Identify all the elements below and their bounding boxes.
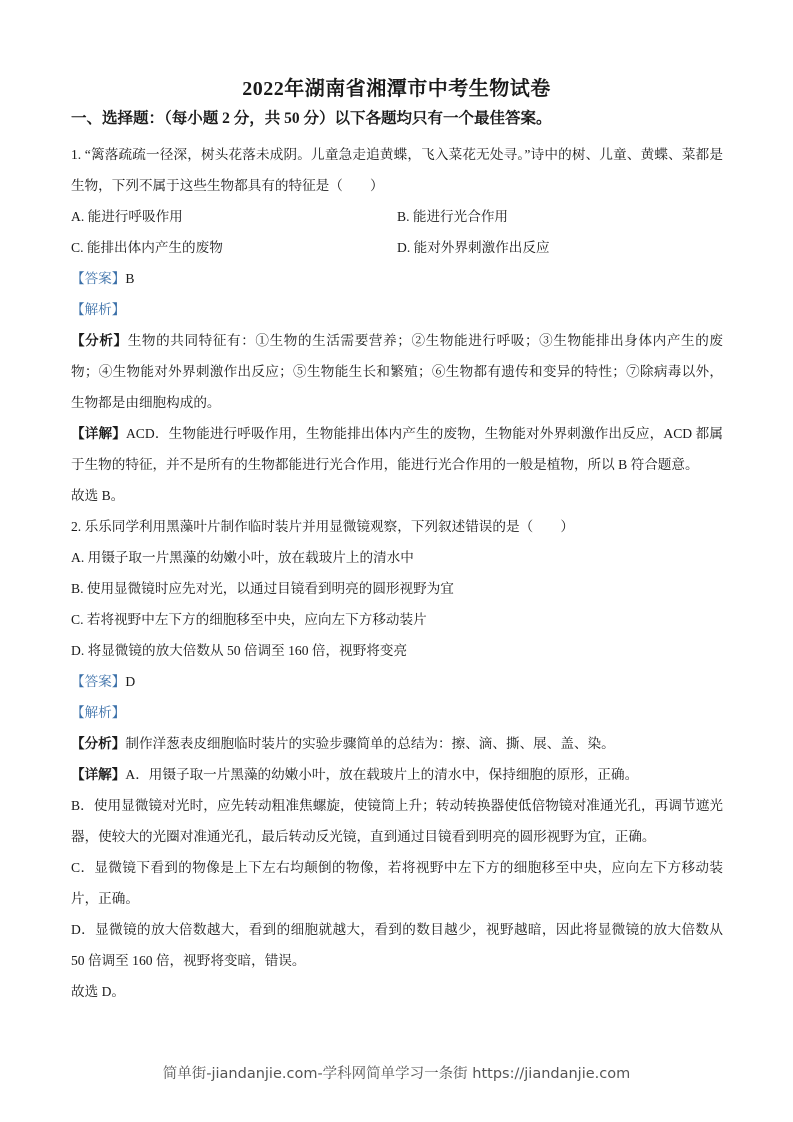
xiangjie-label: 【详解】 — [71, 426, 126, 441]
section-heading: 一、选择题：（每小题 2 分，共 50 分）以下各题均只有一个最佳答案。 — [71, 110, 552, 127]
option-a: A. 能进行呼吸作用 — [71, 209, 183, 224]
xiangjie-label: 【详解】 — [71, 767, 126, 782]
xiangjie-text-d: D．显微镜的放大倍数越大，看到的细胞就越大，看到的数目越少，视野越暗，因此将显微镜的放大倍数从 50 倍调至 160 倍，视野将变暗，错误。 — [71, 922, 723, 968]
document-body — [71, 139, 723, 1007]
conclusion: 故选 B。 — [71, 488, 125, 503]
answer-value: B — [125, 271, 135, 286]
xiangjie-text-c: C．显微镜下看到的物像是上下左右均颠倒的物像，若将视野中左下方的细胞移至中央，应向左下方移动装片，正确。 — [71, 860, 723, 906]
fenxi-paragraph — [71, 728, 723, 759]
analysis-line — [71, 294, 723, 325]
answer-label: 【答案】 — [71, 271, 126, 286]
xiangjie-text-a: A．用镊子取一片黑藻的幼嫩小叶，放在载玻片上的清水中，保持细胞的原形，正确。 — [125, 767, 639, 782]
xiangjie-paragraph — [71, 418, 723, 480]
analysis-line — [71, 697, 723, 728]
document-title: 2022年湖南省湘潭市中考生物试卷 — [242, 78, 551, 100]
answer-value: D — [125, 674, 136, 689]
option-d: D. 将显微镜的放大倍数从 50 倍调至 160 倍，视野将变亮 — [71, 643, 408, 658]
question-2 — [71, 511, 723, 1007]
option-b: B. 使用显微镜时应先对光，以通过目镜看到明亮的圆形视野为宜 — [71, 581, 454, 596]
xiangjie-text: ACD．生物能进行呼吸作用，生物能排出体内产生的废物，生物能对外界刺激作出反应，ACD 都属于生物的特征，并不是所有的生物都能进行光合作用，能进行光合作用的一般是植物，所以 B 符合题意。 — [71, 426, 723, 472]
fenxi-label: 【分析】 — [71, 333, 128, 348]
options-row — [71, 201, 723, 232]
option-b: B. 能进行光合作用 — [397, 209, 509, 224]
option-d: D. 能对外界刺激作出反应 — [397, 240, 550, 255]
option-c: C. 若将视野中左下方的细胞移至中央，应向左下方移动装片 — [71, 612, 427, 627]
footer-watermark: 简单街-jiandanjie.com-学科网简单学习一条街 https://jiandanjie.com — [162, 1066, 631, 1082]
xiangjie-paragraph — [71, 759, 723, 790]
answer-label: 【答案】 — [71, 674, 126, 689]
analysis-label: 【解析】 — [71, 705, 126, 720]
question-stem: 2. 乐乐同学利用黑藻叶片制作临时装片并用显微镜观察，下列叙述错误的是（ ） — [71, 519, 574, 534]
answer-line — [71, 263, 723, 294]
fenxi-text: 生物的共同特征有：①生物的生活需要营养；②生物能进行呼吸；③生物能排出身体内产生的废物；④生物能对外界刺激作出反应；⑤生物能生长和繁殖；⑥生物都有遗传和变异的特性；⑦除病毒以外，生物都是由细胞构成的。 — [71, 333, 723, 410]
options-row — [71, 232, 723, 263]
xiangjie-text-b: B．使用显微镜对光时，应先转动粗准焦螺旋，使镜筒上升；转动转换器使低倍物镜对准通光孔，再调节遮光器，使较大的光圈对准通光孔，最后转动反光镜，直到通过目镜看到明亮的圆形视野为宜，正确。 — [71, 798, 723, 844]
question-1 — [71, 139, 723, 511]
question-stem: 1. “篱落疏疏一径深，树头花落未成阴。儿童急走追黄蝶，飞入菜花无处寻。”诗中的树、儿童、黄蝶、菜都是生物，下列不属于这些生物都具有的特征是（ ） — [71, 147, 723, 193]
conclusion: 故选 D。 — [71, 984, 125, 999]
option-a: A. 用镊子取一片黑藻的幼嫩小叶，放在载玻片上的清水中 — [71, 550, 414, 565]
answer-line — [71, 666, 723, 697]
option-c: C. 能排出体内产生的废物 — [71, 240, 223, 255]
fenxi-label: 【分析】 — [71, 736, 126, 751]
fenxi-paragraph — [71, 325, 723, 418]
analysis-label: 【解析】 — [71, 302, 126, 317]
fenxi-text: 制作洋葱表皮细胞临时装片的实验步骤简单的总结为：擦、滴、撕、展、盖、染。 — [125, 736, 615, 751]
